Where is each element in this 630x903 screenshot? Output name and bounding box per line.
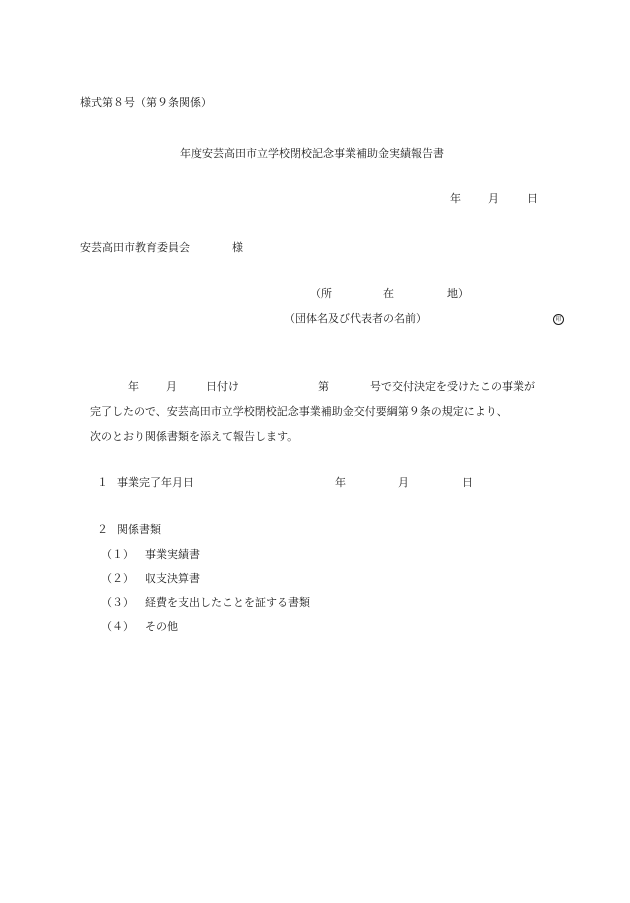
list-item-number: （２） bbox=[101, 572, 134, 585]
section1-number: １ bbox=[97, 476, 108, 489]
body-line3: 次のとおり関係書類を添えて報告します。 bbox=[90, 430, 299, 443]
date-year: 年 bbox=[450, 192, 461, 205]
body-line1-year: 年 bbox=[128, 380, 139, 393]
date-day: 日 bbox=[527, 192, 538, 205]
list-item-text: 収支決算書 bbox=[145, 572, 200, 585]
section2-number: ２ bbox=[97, 523, 108, 536]
address-label-mid: 在 bbox=[383, 287, 394, 300]
list-item-text: 事業実績書 bbox=[145, 548, 200, 561]
list-item-text: 経費を支出したことを証する書類 bbox=[145, 596, 310, 609]
seal-mark: 印 bbox=[553, 314, 564, 325]
body-line2: 完了したので、安芸高田市立学校閉校記念事業補助金交付要綱第９条の規定により、 bbox=[90, 405, 508, 418]
section2-label: 関係書類 bbox=[117, 523, 161, 536]
document-title: 年度安芸高田市立学校閉校記念事業補助金実績報告書 bbox=[180, 147, 444, 160]
list-item-number: （３） bbox=[101, 596, 134, 609]
recipient-honorific: 様 bbox=[232, 241, 243, 254]
form-number: 様式第８号（第９条関係） bbox=[80, 96, 212, 109]
section1-day: 日 bbox=[462, 476, 473, 489]
list-item-number: （１） bbox=[101, 548, 134, 561]
list-item-number: （４） bbox=[101, 620, 134, 633]
section1-label: 事業完了年月日 bbox=[117, 476, 194, 489]
representative-name-label: （団体名及び代表者の名前） bbox=[284, 312, 427, 325]
body-line1-month: 月 bbox=[166, 380, 177, 393]
list-item-text: その他 bbox=[145, 620, 178, 633]
body-line1-day: 日付け bbox=[206, 380, 239, 393]
recipient-name: 安芸高田市教育委員会 bbox=[80, 241, 190, 254]
section1-month: 月 bbox=[398, 476, 409, 489]
body-line1-dai: 第 bbox=[318, 380, 329, 393]
body-line1-rest: 号で交付決定を受けたこの事業が bbox=[370, 380, 535, 393]
address-label-open: （所 bbox=[310, 287, 332, 300]
section1-year: 年 bbox=[335, 476, 346, 489]
date-month: 月 bbox=[488, 192, 499, 205]
address-label-close: 地） bbox=[447, 287, 469, 300]
